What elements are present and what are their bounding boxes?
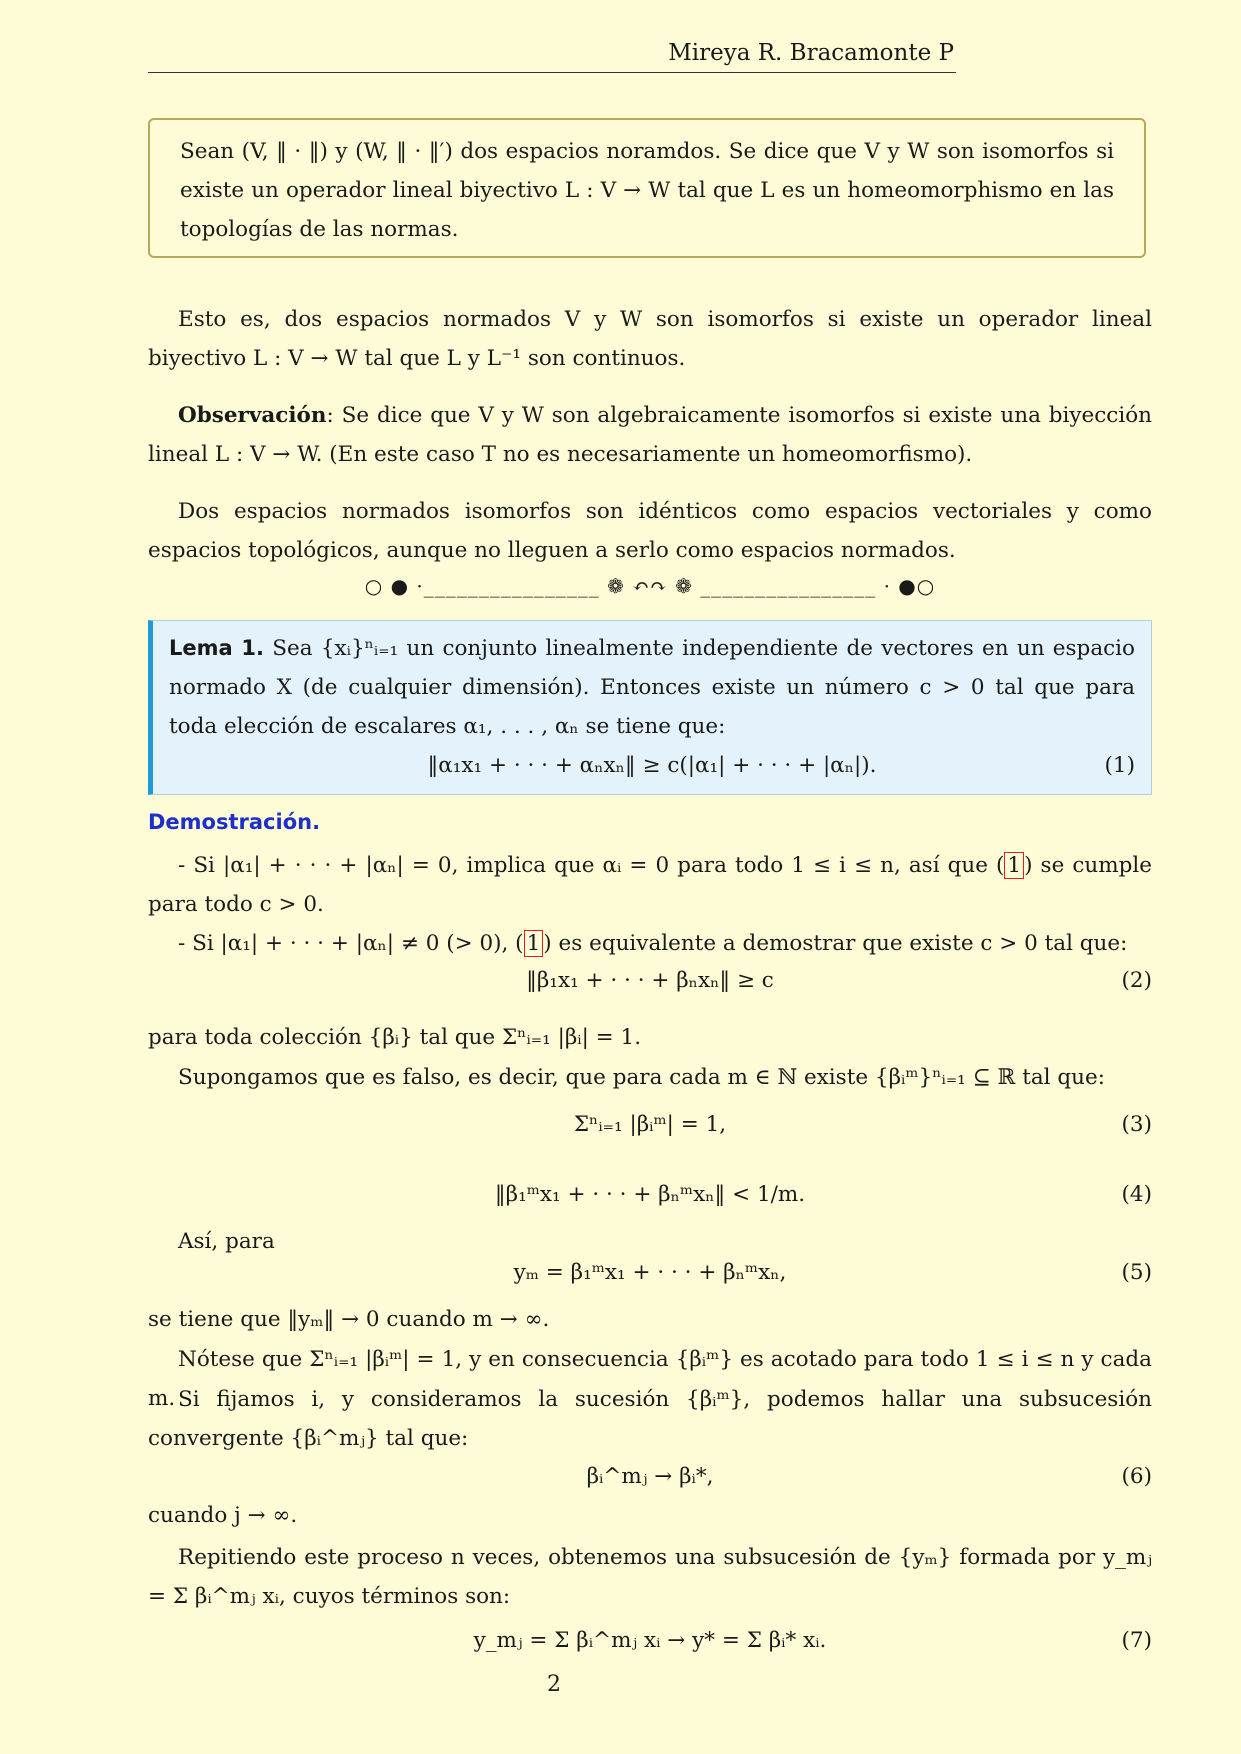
proof-line-3: para toda colección {βᵢ} tal que Σⁿᵢ₌₁ |βᵢ| = 1. bbox=[148, 1025, 642, 1050]
running-header bbox=[148, 38, 956, 73]
proof-case-1-text: - Si |α₁| + · · · + |αₙ| = 0, implica que αᵢ = 0 para todo 1 ≤ i ≤ n, así que bbox=[178, 853, 988, 878]
equation-3 bbox=[148, 1106, 1152, 1146]
observation bbox=[148, 396, 1152, 474]
equation-ref-link[interactable]: 1 bbox=[1004, 852, 1024, 879]
lemma-eq-number: (1) bbox=[1104, 753, 1135, 778]
equation-3-body: Σⁿᵢ₌₁ |βᵢᵐ| = 1, bbox=[573, 1112, 727, 1137]
proof-title: Demostración. bbox=[148, 810, 321, 834]
proof-case-2: - Si |α₁| + · · · + |αₙ| ≠ 0 (> 0), ( 1 ) es equivalente a demostrar que existe c > 0 tal que: bbox=[178, 931, 1128, 956]
lemma-title: Lema 1. bbox=[169, 636, 265, 660]
equation-2-body: ‖β₁x₁ + · · · + βₙxₙ‖ ≥ c bbox=[526, 968, 774, 993]
page-number: 2 bbox=[547, 1672, 561, 1697]
equation-3-number: (3) bbox=[1121, 1112, 1152, 1137]
equation-5-number: (5) bbox=[1121, 1260, 1152, 1285]
equation-7 bbox=[148, 1622, 1152, 1662]
proof-line-8: Si fijamos i, y consideramos la sucesión {βᵢᵐ}, podemos hallar una subsucesión convergente {βᵢ^mⱼ} tal que: bbox=[148, 1387, 1152, 1451]
paragraph-1-text: Esto es, dos espacios normados V y W son isomorfos si existe un operador lineal biyectivo L : V → W tal que L y L⁻¹ son continuos. bbox=[148, 307, 1152, 371]
paragraph-identical bbox=[148, 492, 1152, 570]
equation-4-number: (4) bbox=[1121, 1182, 1152, 1207]
definition-box bbox=[148, 118, 1146, 258]
proof-line-4: Supongamos que es falso, es decir, que para cada m ∈ ℕ existe {βᵢᵐ}ⁿᵢ₌₁ ⊆ ℝ tal que: bbox=[178, 1065, 1105, 1090]
observation-label: Observación bbox=[178, 403, 327, 428]
proof-case-2-end: es equivalente a demostrar que existe c > 0 tal que: bbox=[558, 931, 1128, 956]
equation-6-body: βᵢ^mⱼ → βᵢ*, bbox=[586, 1464, 714, 1489]
header-author: Mireya R. Bracamonte P bbox=[668, 40, 954, 66]
proof-case-1: - Si |α₁| + · · · + |αₙ| = 0, implica que αᵢ = 0 para todo 1 ≤ i ≤ n, así que ( 1 ) se cumple para todo c > 0. bbox=[148, 853, 1152, 917]
proof-line-7: Nótese que Σⁿᵢ₌₁ |βᵢᵐ| = 1, y en consecuencia {βᵢᵐ} es acotado para todo 1 ≤ i ≤ n y cada m. bbox=[148, 1347, 1152, 1411]
proof-line-10: Repitiendo este proceso n veces, obtenemos una subsucesión de {yₘ} formada por y_mⱼ = Σ βᵢ^mⱼ xᵢ, cuyos términos son: bbox=[148, 1545, 1152, 1609]
lemma-equation: ‖α₁x₁ + · · · + αₙxₙ‖ ≥ c(|α₁| + · · · + |αₙ|). bbox=[427, 753, 877, 778]
proof-line-9: cuando j → ∞. bbox=[148, 1503, 298, 1528]
equation-4 bbox=[148, 1176, 1152, 1216]
equation-7-number: (7) bbox=[1121, 1628, 1152, 1653]
equation-4-body: ‖β₁ᵐx₁ + · · · + βₙᵐxₙ‖ < 1/m. bbox=[494, 1182, 806, 1207]
definition-text: Sean (V, ‖ · ‖) y (W, ‖ · ‖′) dos espacios noramdos. Se dice que V y W son isomorfos si existe un operador lineal biyectivo L : V → W tal que L es un homeomorphismo en las topologías de las normas. bbox=[180, 139, 1114, 242]
equation-2 bbox=[148, 962, 1152, 1002]
equation-7-body: y_mⱼ = Σ βᵢ^mⱼ xᵢ → y* = Σ βᵢ* xᵢ. bbox=[473, 1628, 827, 1653]
equation-6 bbox=[148, 1458, 1152, 1498]
equation-5 bbox=[148, 1254, 1152, 1294]
paragraph-3-text: Dos espacios normados isomorfos son idénticos como espacios vectoriales y como espacios topológicos, aunque no lleguen a serlo como espacios normados. bbox=[148, 499, 1152, 563]
paragraph-isomorphism bbox=[148, 300, 1152, 378]
proof-case-2-text: - Si |α₁| + · · · + |αₙ| ≠ 0 (> 0), bbox=[178, 931, 509, 956]
ornament-separator: ○ ● ·________________ ❁ ↶↷ ❁ ________________ · ●○ bbox=[364, 574, 936, 598]
equation-2-number: (2) bbox=[1121, 968, 1152, 993]
observation-text: : Se dice que V y W son algebraicamente isomorfos si existe una biyección lineal L : V → W. (En este caso T no es necesariamente un homeomorfismo). bbox=[148, 403, 1152, 467]
equation-6-number: (6) bbox=[1121, 1464, 1152, 1489]
proof-line-6: se tiene que ‖yₘ‖ → 0 cuando m → ∞. bbox=[148, 1307, 550, 1332]
proof-case-1-end: se cumple para todo c > 0. bbox=[148, 853, 1152, 917]
lemma-box bbox=[148, 620, 1152, 795]
equation-5-body: yₘ = β₁ᵐx₁ + · · · + βₙᵐxₙ, bbox=[513, 1260, 787, 1285]
proof-line-5: Así, para bbox=[178, 1229, 275, 1254]
lemma-text: Sea {xᵢ}ⁿᵢ₌₁ un conjunto linealmente independiente de vectores en un espacio normado X (de cualquier dimensión). Entonces existe un número c > 0 tal que para toda elección de escalares α₁, . . . , αₙ se tiene que: bbox=[169, 636, 1135, 739]
equation-ref-link[interactable]: 1 bbox=[524, 930, 544, 957]
